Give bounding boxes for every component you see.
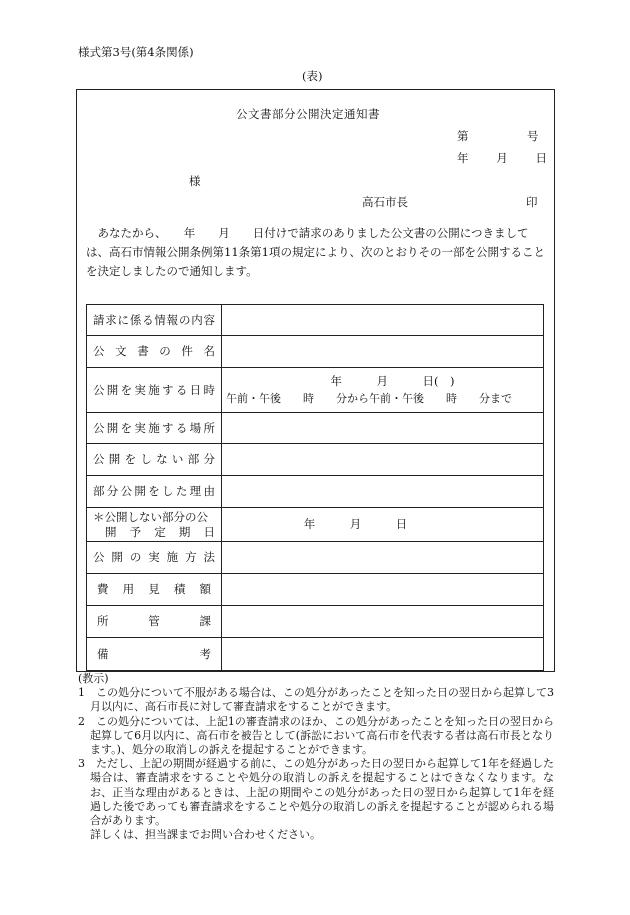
form-number: 様式第3号(第4条関係) — [78, 45, 194, 59]
seal-mark: 印 — [526, 195, 538, 209]
method-field[interactable] — [222, 542, 544, 574]
notice-body — [86, 224, 548, 281]
withheld-part-field[interactable] — [222, 444, 544, 476]
remarks-field[interactable] — [222, 638, 544, 671]
row-label-remarks: 備考 — [87, 638, 222, 671]
planned-date-label-line1: ＊公開しない部分の公 — [93, 509, 208, 524]
table-row — [87, 638, 544, 671]
date-day: 日 — [535, 151, 547, 165]
date-year: 年 — [457, 151, 469, 165]
front-side-label: (表) — [302, 69, 323, 83]
document-title: 公文書部分公開決定通知書 — [236, 107, 380, 121]
instruction-item: 1 この処分について不服がある場合は、この処分があったことを知った日の翌日から起算して3月以内に、高石市長に対して審査請求をすることができます。 — [78, 686, 554, 714]
instructions — [78, 672, 554, 842]
date-month: 月 — [496, 151, 508, 165]
row-label-withheld-part: 公開をしない部分 — [87, 444, 222, 476]
request-content-field[interactable] — [222, 305, 544, 336]
issuer-name: 高石市長 — [362, 195, 408, 209]
addressee-suffix: 様 — [189, 174, 201, 188]
planned-date-field[interactable]: 年 月 日 — [222, 508, 544, 542]
schedule-time-line: 午前・午後 時 分から午前・午後 時 分まで — [226, 392, 512, 405]
table-row — [87, 542, 544, 574]
row-label-method: 公開の実施方法 — [87, 542, 222, 574]
table-row — [87, 476, 544, 508]
disclosure-table — [86, 304, 544, 671]
table-row — [87, 606, 544, 638]
table-row — [87, 336, 544, 368]
schedule-field[interactable] — [222, 368, 544, 413]
partial-reason-field[interactable] — [222, 476, 544, 508]
schedule-date-line: 年 月 日( ) — [330, 374, 455, 388]
issue-date — [457, 150, 547, 167]
cost-field[interactable] — [222, 574, 544, 606]
row-label-planned-date — [87, 508, 222, 542]
row-label-department: 所管課 — [87, 606, 222, 638]
table-row — [87, 444, 544, 476]
instruction-closing: 詳しくは、担当課までお問い合わせください。 — [90, 828, 321, 842]
row-label-location: 公開を実施する場所 — [87, 413, 222, 444]
instruction-item: 2 この処分については、上記1の審査請求のほか、この処分があったことを知った日の翌日から起算して6月以内に、高石市を被告として(訴訟において高石市を代表する者は高石市長となります。)、処分の取消しの訴えを提起することができます。 — [78, 714, 554, 757]
instructions-heading: (教示) — [78, 672, 109, 685]
table-row — [87, 368, 544, 413]
row-label-request-content: 請求に係る情報の内容 — [87, 305, 222, 336]
row-label-schedule: 公開を実施する日時 — [87, 368, 222, 413]
department-field[interactable] — [222, 606, 544, 638]
location-field[interactable] — [222, 413, 544, 444]
instruction-item: 3 ただし、上記の期間が経過する前に、この処分があった日の翌日から起算して1年を経過した場合は、審査請求をすることや処分の取消しの訴えを提起することはできなくなります。なお、正当な理由があるときは、上記の期間やこの処分があった日の翌日から起算して1年を経過した後であっても審査請求をすることや処分の取消しの訴えを提起することが認められる場合があります。 — [78, 757, 554, 828]
document-name-field[interactable] — [222, 336, 544, 368]
row-label-partial-reason: 部分公開をした理由 — [87, 476, 222, 508]
body-line: は、高石市情報公開条例第11条第1項の規定により、次のとおりその一部を公開すること — [86, 245, 545, 259]
planned-date-label-line2: 開予定期日 — [105, 524, 215, 539]
table-row — [87, 508, 544, 542]
row-label-cost: 費用見積額 — [87, 574, 222, 606]
number-suffix: 号 — [527, 129, 539, 143]
table-row — [87, 413, 544, 444]
body-line: あなたから、 年 月 日付けで請求のありました公文書の公開につきまして — [97, 226, 529, 240]
table-row — [87, 574, 544, 606]
row-label-document-name: 公文書の件名 — [87, 336, 222, 368]
table-row — [87, 305, 544, 336]
number-prefix: 第 — [457, 129, 469, 143]
body-line: を決定しましたので通知します。 — [86, 264, 258, 278]
